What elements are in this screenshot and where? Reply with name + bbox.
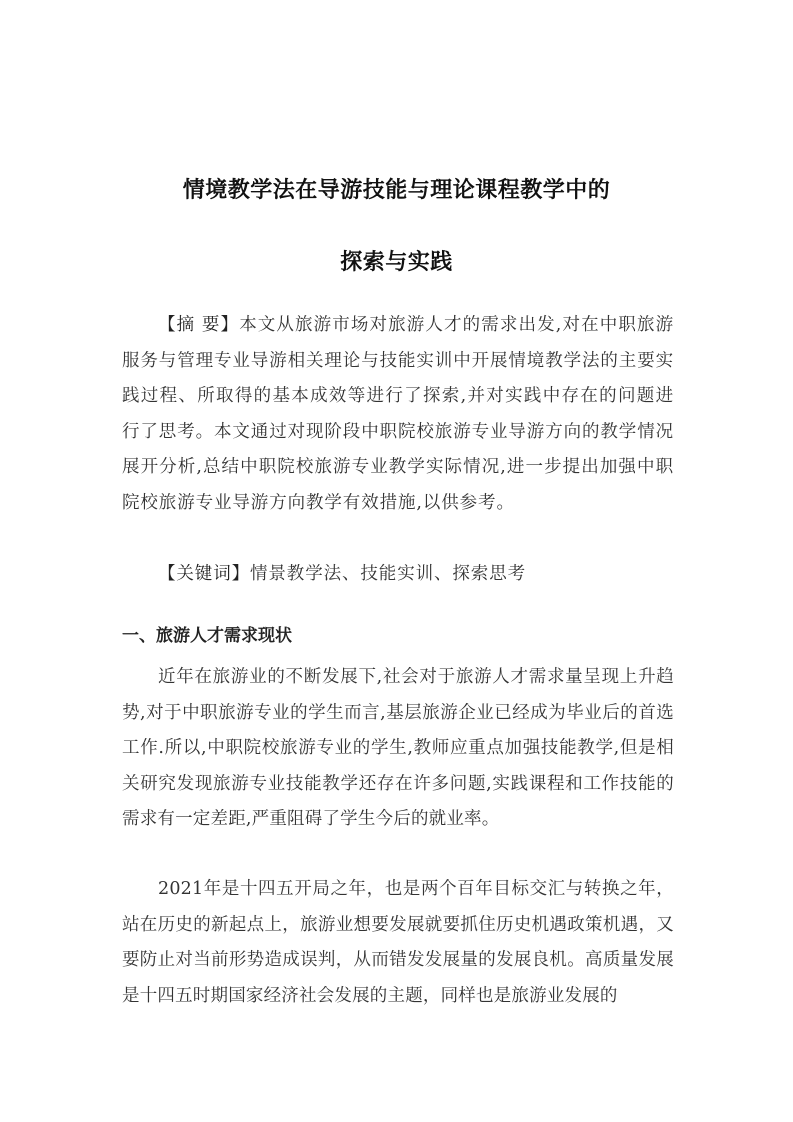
- keywords-paragraph: [122, 557, 674, 593]
- abstract-paragraph: [122, 308, 674, 521]
- section-heading: 一、旅游人才需求现状: [122, 626, 292, 646]
- document-title-line-2: 探索与实践: [340, 250, 453, 275]
- keywords-label: 【关键词】: [158, 564, 250, 584]
- keywords-block: [122, 557, 674, 593]
- abstract-text: 本文从旅游市场对旅游人才的需求出发,对在中职旅游服务与管理专业导游相关理论与技能实训中开展情境教学法的主要实践过程、所取得的基本成效等进行了探索,并对实践中存在的问题进行了思考。本文通过对现阶段中职院校旅游专业导游方向的教学情况展开分析,总结中职院校旅游专业教学实际情况,进一步提出加强中职院校旅游专业导游方向教学有效措施,以供参考。: [122, 315, 674, 513]
- body-paragraph-2-text: 2021年是十四五开局之年，也是两个百年目标交汇与转换之年，站在历史的新起点上，旅游业想要发展就要抓住历史机遇政策机遇，又要防止对当前形势造成误判，从而错发发展量的发展良机。高质量发展是十四五时期国家经济社会发展的主题，同样也是旅游业发展的: [122, 879, 674, 1006]
- keywords-text: 情景教学法、技能实训、探索思考: [250, 564, 526, 584]
- abstract-label: 【摘 要】: [158, 315, 240, 335]
- document-title-line-1: 情境教学法在导游技能与理论课程教学中的: [182, 178, 611, 203]
- abstract-block: [122, 308, 674, 521]
- body-paragraph-1: [122, 660, 674, 838]
- body-paragraph-1-text: 近年在旅游业的不断发展下,社会对于旅游人才需求量呈现上升趋势,对于中职旅游专业的学生而言,基层旅游企业已经成为毕业后的首选工作.所以,中职院校旅游专业的学生,教师应重点加强技能教学,但是相关研究发现旅游专业技能教学还存在许多问题,实践课程和工作技能的需求有一定差距,严重阻碍了学生今后的就业率。: [122, 667, 674, 829]
- body-paragraph-2: [122, 872, 674, 1014]
